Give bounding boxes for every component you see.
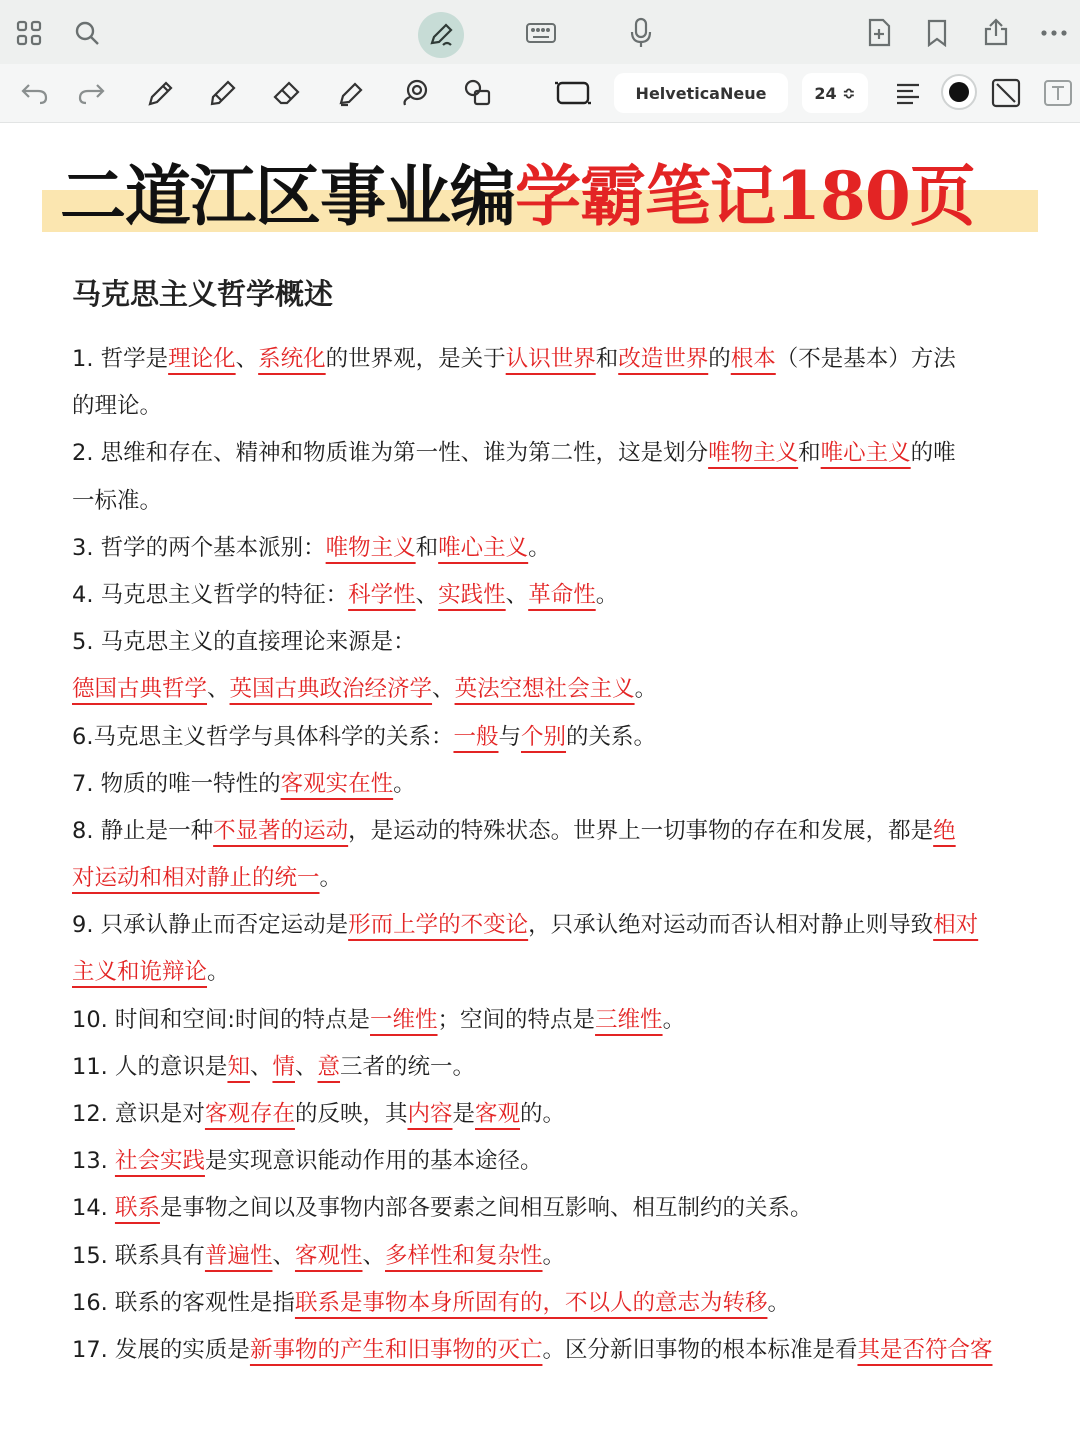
- shapes-icon[interactable]: [460, 76, 496, 110]
- note-text: 4. 马克思主义哲学的特征：: [72, 581, 349, 608]
- highlighted-term: 绝: [933, 817, 956, 844]
- highlighted-term: 个别: [521, 723, 567, 750]
- note-text: 、: [272, 1242, 295, 1269]
- highlighted-term: 英法空想社会主义: [454, 676, 635, 703]
- top-bar: [0, 0, 1080, 64]
- note-text: 。: [767, 1289, 790, 1316]
- note-text: 5. 马克思主义的直接理论来源是：: [72, 629, 416, 656]
- note-text: 。: [634, 676, 658, 703]
- note-text: 和: [595, 346, 619, 372]
- highlighted-term: 社会实践: [114, 1148, 205, 1175]
- section-title: 马克思主义哲学概述: [72, 277, 334, 311]
- highlighted-term: 内容: [407, 1101, 453, 1127]
- highlighted-term: 系统化: [258, 346, 326, 372]
- note-line: [72, 383, 1022, 430]
- pencil-icon[interactable]: [206, 76, 240, 110]
- highlighted-term: 形而上学的不变论: [348, 912, 529, 939]
- highlighted-term: 根本: [730, 346, 776, 372]
- note-text: 。: [662, 1006, 686, 1033]
- lasso-icon[interactable]: [398, 76, 432, 110]
- highlighted-term: 联系: [114, 1195, 160, 1222]
- note-line: [72, 761, 1022, 808]
- note-text: 的: [708, 346, 731, 372]
- share-icon[interactable]: [980, 16, 1012, 48]
- note-line: [72, 997, 1022, 1044]
- title-red-part: 学霸笔记180页: [515, 157, 975, 235]
- note-line: [72, 1091, 1022, 1138]
- note-text: 。区分新旧事物的根本标准是看: [542, 1336, 858, 1363]
- highlighted-term: 客观存在: [204, 1101, 295, 1127]
- highlighted-term: 多样性和复杂性: [385, 1242, 543, 1269]
- note-text: 。: [528, 534, 551, 561]
- undo-icon[interactable]: [18, 78, 50, 108]
- highlighted-term: 客观: [475, 1101, 521, 1127]
- color-picker[interactable]: [941, 74, 977, 110]
- note-text: 12. 意识是对: [72, 1101, 205, 1127]
- note-text: 。: [542, 1242, 566, 1269]
- note-line: [72, 808, 1022, 855]
- highlighted-term: 科学性: [348, 581, 416, 608]
- textbox-icon[interactable]: [552, 77, 594, 109]
- note-text: ，只承认绝对运动而否认相对静止则导致: [528, 912, 934, 939]
- note-text: 6.马克思主义哲学与具体科学的关系：: [72, 723, 454, 750]
- note-text: 2. 思维和存在、精神和物质谁为第一性、谁为第二性，这是划分: [72, 440, 709, 467]
- note-text: 一标准。: [72, 487, 163, 514]
- highlighted-term: 认识世界: [505, 346, 596, 372]
- note-text: ，是运动的特殊状态。世界上一切事物的存在和发展，都是: [348, 817, 934, 844]
- note-text: 16. 联系的客观性是指: [72, 1289, 295, 1316]
- note-text: 、: [235, 346, 259, 372]
- search-icon[interactable]: [72, 18, 102, 48]
- highlighted-term: 英国古典政治经济学: [229, 676, 433, 703]
- highlighter-icon[interactable]: [334, 76, 368, 110]
- note-text: 和: [798, 440, 821, 467]
- note-text: 与: [498, 723, 521, 750]
- note-line: [72, 1044, 1022, 1091]
- title-black-part: 二道江区事业编: [60, 157, 515, 235]
- note-text: 、: [505, 581, 529, 608]
- note-text: 、: [362, 1242, 385, 1269]
- pen-icon[interactable]: [144, 76, 178, 110]
- note-line: [72, 336, 1022, 383]
- note-text: 。: [595, 581, 619, 608]
- note-text: 的世界观，是关于: [325, 346, 506, 372]
- note-text: 10. 时间和空间:时间的特点是: [72, 1006, 371, 1033]
- line-style-icon[interactable]: [990, 77, 1022, 109]
- note-text: 7. 物质的唯一特性的: [72, 770, 281, 797]
- note-text: 。: [207, 959, 230, 986]
- highlighted-term: 意: [317, 1053, 341, 1080]
- note-line: [72, 714, 1022, 761]
- note-text: 8. 静止是一种: [72, 817, 214, 844]
- highlighted-term: 改造世界: [618, 346, 709, 372]
- note-text: 9. 只承认静止而否定运动是: [72, 912, 349, 939]
- note-text: 、: [415, 581, 439, 608]
- note-line: [72, 525, 1022, 572]
- microphone-icon[interactable]: [626, 16, 656, 50]
- note-text: 15. 联系具有: [72, 1242, 205, 1269]
- highlighted-term: 理论化: [168, 346, 236, 372]
- page-title: [60, 146, 1040, 246]
- note-text: 是实现意识能动作用的基本途径。: [204, 1148, 543, 1175]
- text-style-icon[interactable]: [1042, 78, 1074, 108]
- highlighted-term: 实践性: [438, 581, 506, 608]
- grid-icon[interactable]: [14, 18, 44, 48]
- highlighted-term: 客观性: [294, 1242, 363, 1269]
- add-page-icon[interactable]: [864, 18, 894, 48]
- highlighted-term: 知: [227, 1053, 250, 1080]
- note-text: （不是基本）方法: [775, 346, 956, 372]
- note-text: 。: [319, 865, 343, 892]
- more-icon[interactable]: [1038, 22, 1070, 44]
- note-text: 、: [294, 1053, 318, 1080]
- note-text: 的关系。: [566, 723, 657, 750]
- note-text: 。: [393, 770, 416, 797]
- note-text: 3. 哲学的两个基本派别：: [72, 534, 326, 561]
- highlighted-term: 革命性: [528, 581, 596, 608]
- note-line: [72, 666, 1022, 713]
- note-text: 、: [432, 676, 455, 703]
- note-line: [72, 572, 1022, 619]
- bookmark-icon[interactable]: [922, 18, 952, 48]
- pen-mode-icon: [427, 21, 455, 49]
- note-text: 、: [207, 676, 230, 703]
- keyboard-icon[interactable]: [524, 20, 558, 46]
- note-line: [72, 1185, 1022, 1232]
- highlighted-term: 主义和诡辩论: [72, 959, 208, 986]
- highlighted-term: 联系是事物本身所固有的，不以人的意志为转移: [294, 1289, 768, 1316]
- highlighted-term: 情: [272, 1053, 295, 1080]
- highlighted-term: 唯心主义: [820, 440, 911, 467]
- highlighted-term: 相对: [933, 912, 979, 939]
- note-text: 三者的统一。: [340, 1053, 476, 1080]
- align-left-icon[interactable]: [892, 78, 924, 108]
- note-line: [72, 902, 1022, 949]
- highlighted-term: 对运动和相对静止的统一: [72, 865, 320, 892]
- font-size-selector[interactable]: 24 ≎: [802, 73, 868, 113]
- highlighted-term: 唯心主义: [438, 534, 529, 561]
- highlighted-term: 其是否符合客: [857, 1336, 993, 1363]
- note-text: 1. 哲学是: [72, 346, 169, 372]
- note-text: 的。: [520, 1101, 566, 1127]
- notes-body[interactable]: [72, 336, 1022, 1374]
- note-text: 的唯: [910, 440, 956, 467]
- note-text: 14.: [72, 1195, 115, 1222]
- redo-icon[interactable]: [76, 78, 108, 108]
- note-text: ；空间的特点是: [437, 1006, 596, 1033]
- note-text: 是: [452, 1101, 475, 1127]
- note-line: [72, 949, 1022, 996]
- highlighted-term: 一般: [453, 723, 499, 750]
- note-line: [72, 855, 1022, 902]
- note-line: [72, 1280, 1022, 1327]
- highlighted-term: 不显著的运动: [213, 817, 349, 844]
- note-line: [72, 1138, 1022, 1185]
- note-text: 13.: [72, 1148, 115, 1175]
- highlighted-term: 普遍性: [204, 1242, 273, 1269]
- note-text: 和: [415, 534, 439, 561]
- eraser-icon[interactable]: [270, 76, 304, 110]
- note-text: 是事物之间以及事物内部各要素之间相互影响、相互制约的关系。: [159, 1195, 813, 1222]
- note-line: [72, 478, 1022, 525]
- note-text: 11. 人的意识是: [72, 1053, 228, 1080]
- highlighted-term: 一维性: [370, 1006, 438, 1033]
- highlighted-term: 新事物的产生和旧事物的灭亡: [249, 1336, 543, 1363]
- note-text: 的理论。: [72, 393, 163, 420]
- note-line: [72, 430, 1022, 477]
- note-text: 、: [249, 1053, 273, 1080]
- note-line: [72, 1233, 1022, 1280]
- font-selector[interactable]: HelveticaNeue: [614, 73, 788, 113]
- note-line: [72, 619, 1022, 666]
- note-text: 17. 发展的实质是: [72, 1336, 250, 1363]
- highlighted-term: 客观实在性: [280, 770, 394, 797]
- highlighted-term: 唯物主义: [708, 440, 799, 467]
- note-line: [72, 1327, 1022, 1374]
- pen-mode-button[interactable]: [418, 12, 464, 58]
- highlighted-term: 德国古典哲学: [72, 676, 208, 703]
- highlighted-term: 三维性: [595, 1006, 663, 1033]
- note-text: 的反映，其: [294, 1101, 408, 1127]
- highlighted-term: 唯物主义: [325, 534, 416, 561]
